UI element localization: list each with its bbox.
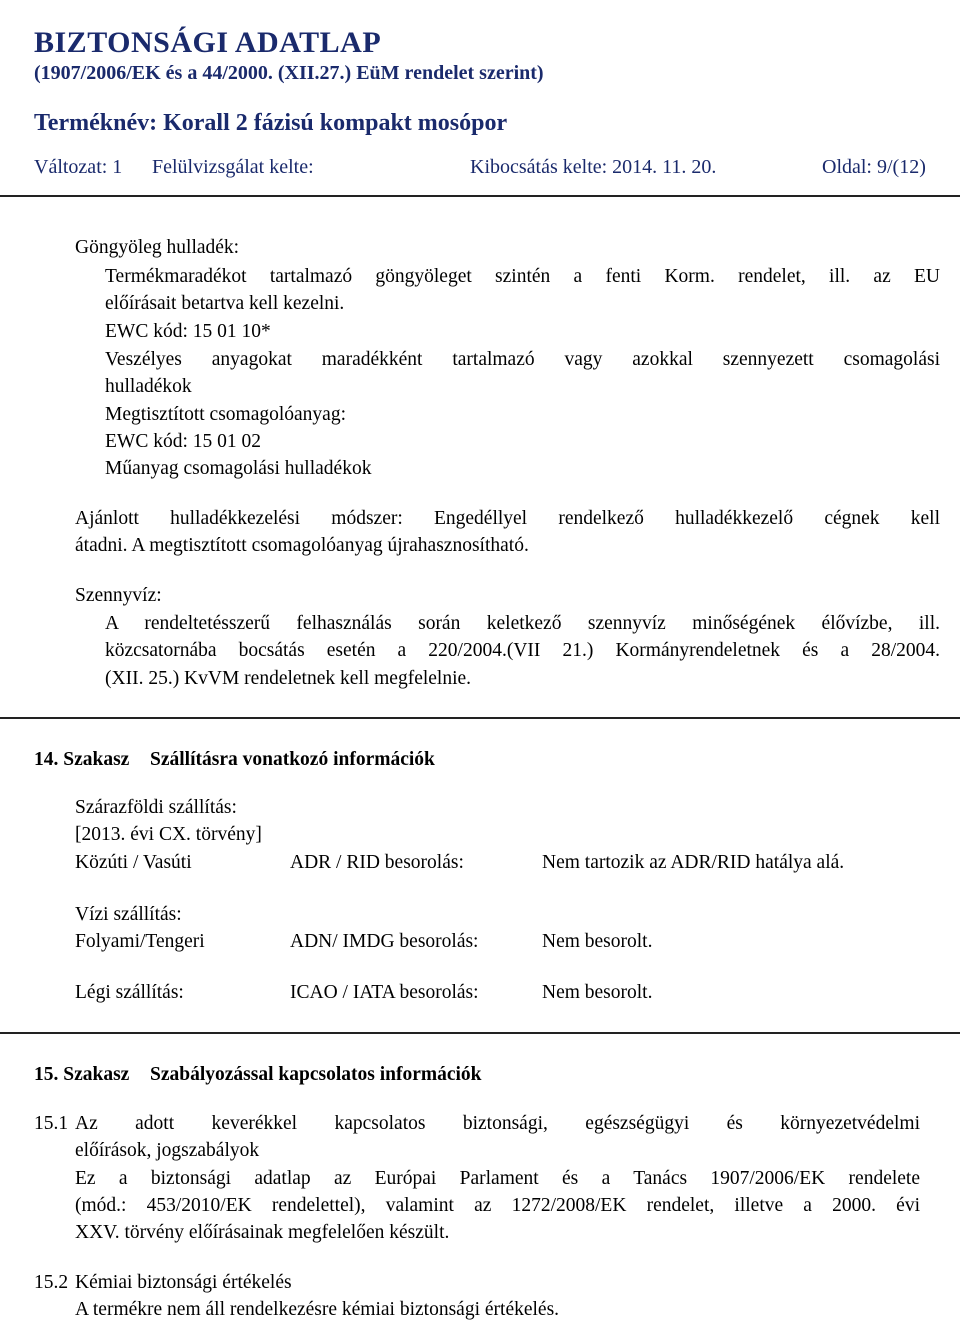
ewc-plastic-description: Műanyag csomagolási hulladékok: [105, 458, 372, 479]
packaging-waste-line: Termékmaradékot tartalmazó göngyöleget szintén a fenti Korm. rendelet, ill. az EU: [105, 266, 940, 287]
header-divider: [0, 195, 960, 197]
regulation-reference: (1907/2006/EK és a 44/2000. (XII.27.) EüM rendelet szerint): [34, 62, 544, 84]
packaging-waste-title: Göngyöleg hulladék:: [75, 237, 240, 258]
product-name: Terméknév: Korall 2 fázisú kompakt mosópor: [34, 110, 508, 136]
adn-imdg-value: Nem besorolt.: [542, 931, 653, 952]
subsection-15-1-text: előírások, jogszabályok: [75, 1140, 260, 1161]
cleaned-packaging-title: Megtisztított csomagolóanyag:: [105, 404, 346, 425]
land-transport-law: [2013. évi CX. törvény]: [75, 824, 262, 845]
wastewater-text: A rendeltetésszerű felhasználás során keletkező szennyvíz minőségének élővízbe, ill.: [105, 613, 940, 634]
version: Változat: 1: [34, 156, 123, 178]
subsection-15-1-number: 15.1: [34, 1113, 69, 1134]
inland-sea-label: Folyami/Tengeri: [75, 931, 205, 952]
recommended-method: Ajánlott hulladékkezelési módszer: Engedéllyel rendelkező hulladékkezelő cégnek kell: [75, 508, 940, 529]
water-transport-title: Vízi szállítás:: [75, 904, 182, 925]
subsection-15-2-text: A termékre nem áll rendelkezésre kémiai biztonsági értékelés.: [75, 1299, 560, 1320]
air-transport-label: Légi szállítás:: [75, 982, 184, 1003]
section-divider: [0, 717, 960, 719]
review-date-label: Felülvizsgálat kelte:: [152, 156, 314, 178]
adr-rid-value: Nem tartozik az ADR/RID hatálya alá.: [542, 852, 845, 873]
recommended-method: átadni. A megtisztított csomagolóanyag újrahasznosítható.: [75, 535, 529, 556]
page-number: Oldal: 9/(12): [822, 156, 926, 178]
ewc-code-plastic: EWC kód: 15 01 02: [105, 431, 261, 452]
subsection-15-1-text: XXV. törvény előírásainak megfelelően készült.: [75, 1222, 450, 1243]
ewc-code-hazardous: EWC kód: 15 01 10*: [105, 321, 271, 342]
icao-iata-value: Nem besorolt.: [542, 982, 653, 1003]
adr-rid-label: ADR / RID besorolás:: [290, 852, 464, 873]
land-transport-title: Szárazföldi szállítás:: [75, 797, 237, 818]
issue-date: Kibocsátás kelte: 2014. 11. 20.: [470, 156, 717, 178]
document-title: BIZTONSÁGI ADATLAP: [34, 26, 382, 59]
adn-imdg-label: ADN/ IMDG besorolás:: [290, 931, 479, 952]
wastewater-title: Szennyvíz:: [75, 585, 162, 606]
ewc-hazardous-description: hulladékok: [105, 376, 192, 397]
subsection-15-1-text: Az adott keverékkel kapcsolatos biztonsági, egészségügyi és környezetvédelmi: [75, 1113, 920, 1134]
ewc-hazardous-description: Veszélyes anyagokat maradékként tartalmazó vagy azokkal szennyezett csomagolási: [105, 349, 940, 370]
section-14-number: 14. Szakasz: [34, 749, 130, 770]
wastewater-text: közcsatornába bocsátás esetén a 220/2004.(VII 21.) Kormányrendeletnek és a 28/2004.: [105, 640, 940, 661]
section-divider: [0, 1032, 960, 1034]
subsection-15-2-title: Kémiai biztonsági értékelés: [75, 1272, 292, 1293]
wastewater-text: (XII. 25.) KvVM rendeletnek kell megfelelnie.: [105, 668, 472, 689]
packaging-waste-line: előírásait betartva kell kezelni.: [105, 293, 345, 314]
section-15-title: Szabályozással kapcsolatos információk: [150, 1064, 482, 1085]
subsection-15-2-number: 15.2: [34, 1272, 69, 1293]
subsection-15-1-text: Ez a biztonsági adatlap az Európai Parlament és a Tanács 1907/2006/EK rendelete: [75, 1168, 920, 1189]
icao-iata-label: ICAO / IATA besorolás:: [290, 982, 479, 1003]
road-rail-label: Közúti / Vasúti: [75, 852, 192, 873]
section-15-number: 15. Szakasz: [34, 1064, 130, 1085]
subsection-15-1-text: (mód.: 453/2010/EK rendelettel), valamint az 1272/2008/EK rendelet, illetve a 2000. évi: [75, 1195, 920, 1216]
section-14-title: Szállításra vonatkozó információk: [150, 749, 435, 770]
